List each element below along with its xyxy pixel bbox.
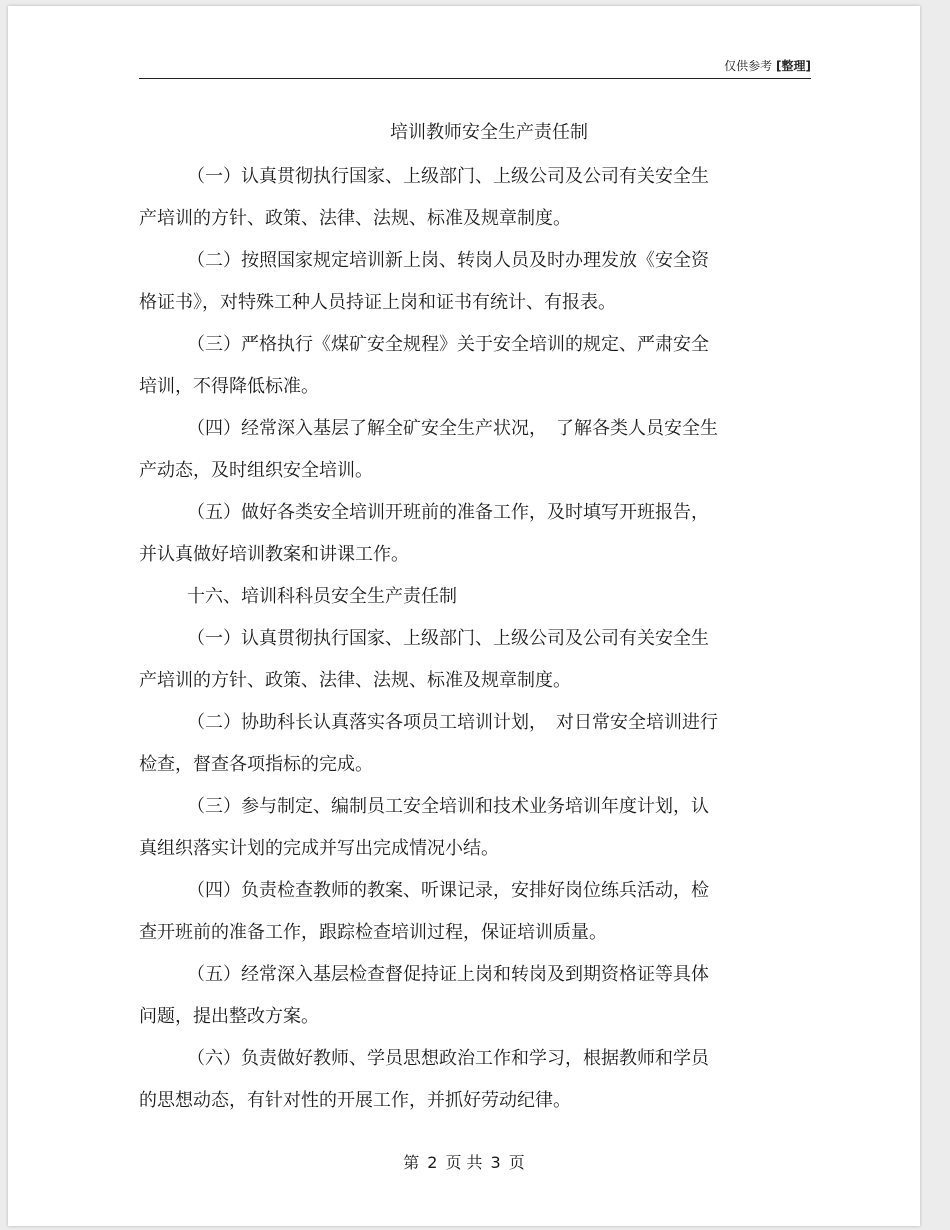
paragraph-3-line-1: （三）严格执行《煤矿安全规程》关于安全培训的规定、严肃安全: [187, 334, 709, 355]
paragraph-4-line-1: （四）经常深入基层了解全矿安全生产状况， 了解各类人员安全生: [187, 418, 718, 439]
section-16-paragraph-4: [139, 870, 811, 954]
section-16-paragraph-3-line-1: （三）参与制定、编制员工安全培训和技术业务培训年度计划，认: [187, 796, 709, 817]
section-16-paragraph-6-line-2: 的思想动态，有针对性的开展工作，并抓好劳动纪律。: [139, 1090, 571, 1111]
paragraph-3: [139, 324, 811, 408]
section-16-paragraph-5: [139, 954, 811, 1038]
paragraph-4: [139, 408, 811, 492]
section-16-paragraph-5-line-1: （五）经常深入基层检查督促持证上岗和转岗及到期资格证等具体: [187, 964, 709, 985]
section-16-paragraph-6: [139, 1038, 811, 1122]
header-reference-text: 仅供参考: [724, 59, 773, 73]
section-16-paragraph-6-line-1: （六）负责做好教师、学员思想政治工作和学习，根据教师和学员: [187, 1048, 709, 1069]
footer-prefix: 第: [403, 1153, 420, 1172]
paragraph-1: [139, 156, 811, 240]
section-16-paragraph-2-line-1: （二）协助科长认真落实各项员工培训计划， 对日常安全培训进行: [187, 712, 718, 733]
section-16-paragraph-4-line-1: （四）负责检查教师的教案、听课记录，安排好岗位练兵活动，检: [187, 880, 709, 901]
paragraph-2-line-2: 格证书》，对特殊工种人员持证上岗和证书有统计、有报表。: [139, 292, 616, 313]
footer-mid: 页 共: [445, 1153, 483, 1172]
paragraph-2-line-1: （二）按照国家规定培训新上岗、转岗人员及时办理发放《安全资: [187, 250, 709, 271]
footer-total-pages: 3: [490, 1153, 501, 1172]
section-16-paragraph-1-line-2: 产培训的方针、政策、法律、法规、标准及规章制度。: [139, 670, 571, 691]
document-title: 培训教师安全生产责任制: [390, 122, 588, 143]
section-16-paragraph-2-line-2: 检查，督查各项指标的完成。: [139, 754, 373, 775]
section-16-paragraph-5-line-2: 问题，提出整改方案。: [139, 1006, 319, 1027]
section-16-heading: 十六、培训科科员安全生产责任制: [187, 586, 457, 607]
page-header: [139, 56, 811, 79]
paragraph-1-line-2: 产培训的方针、政策、法律、法规、标准及规章制度。: [139, 208, 571, 229]
paragraph-1-line-1: （一）认真贯彻执行国家、上级部门、上级公司及公司有关安全生: [187, 166, 709, 187]
footer-page-number: 2: [427, 1153, 438, 1172]
paragraph-5: [139, 492, 811, 576]
header-tag: [整理]: [776, 59, 811, 73]
section-16-paragraph-3-line-2: 真组织落实计划的完成并写出完成情况小结。: [139, 838, 499, 859]
section-16-paragraph-4-line-2: 查开班前的准备工作，跟踪检查培训过程，保证培训质量。: [139, 922, 607, 943]
section-16-paragraph-1-line-1: （一）认真贯彻执行国家、上级部门、上级公司及公司有关安全生: [187, 628, 709, 649]
footer-suffix: 页: [508, 1153, 525, 1172]
paragraph-2: [139, 240, 811, 324]
page-footer: [8, 1150, 920, 1173]
paragraph-4-line-2: 产动态，及时组织安全培训。: [139, 460, 373, 481]
paragraph-3-line-2: 培训，不得降低标准。: [139, 376, 319, 397]
header-note: [724, 57, 811, 74]
section-16-paragraph-1: [139, 618, 811, 702]
document-body: [139, 156, 811, 1122]
document-page: [8, 6, 920, 1226]
paragraph-5-line-1: （五）做好各类安全培训开班前的准备工作，及时填写开班报告，: [187, 502, 709, 523]
section-16-paragraph-2: [139, 702, 811, 786]
paragraph-5-line-2: 并认真做好培训教案和讲课工作。: [139, 544, 409, 565]
section-16-paragraph-3: [139, 786, 811, 870]
